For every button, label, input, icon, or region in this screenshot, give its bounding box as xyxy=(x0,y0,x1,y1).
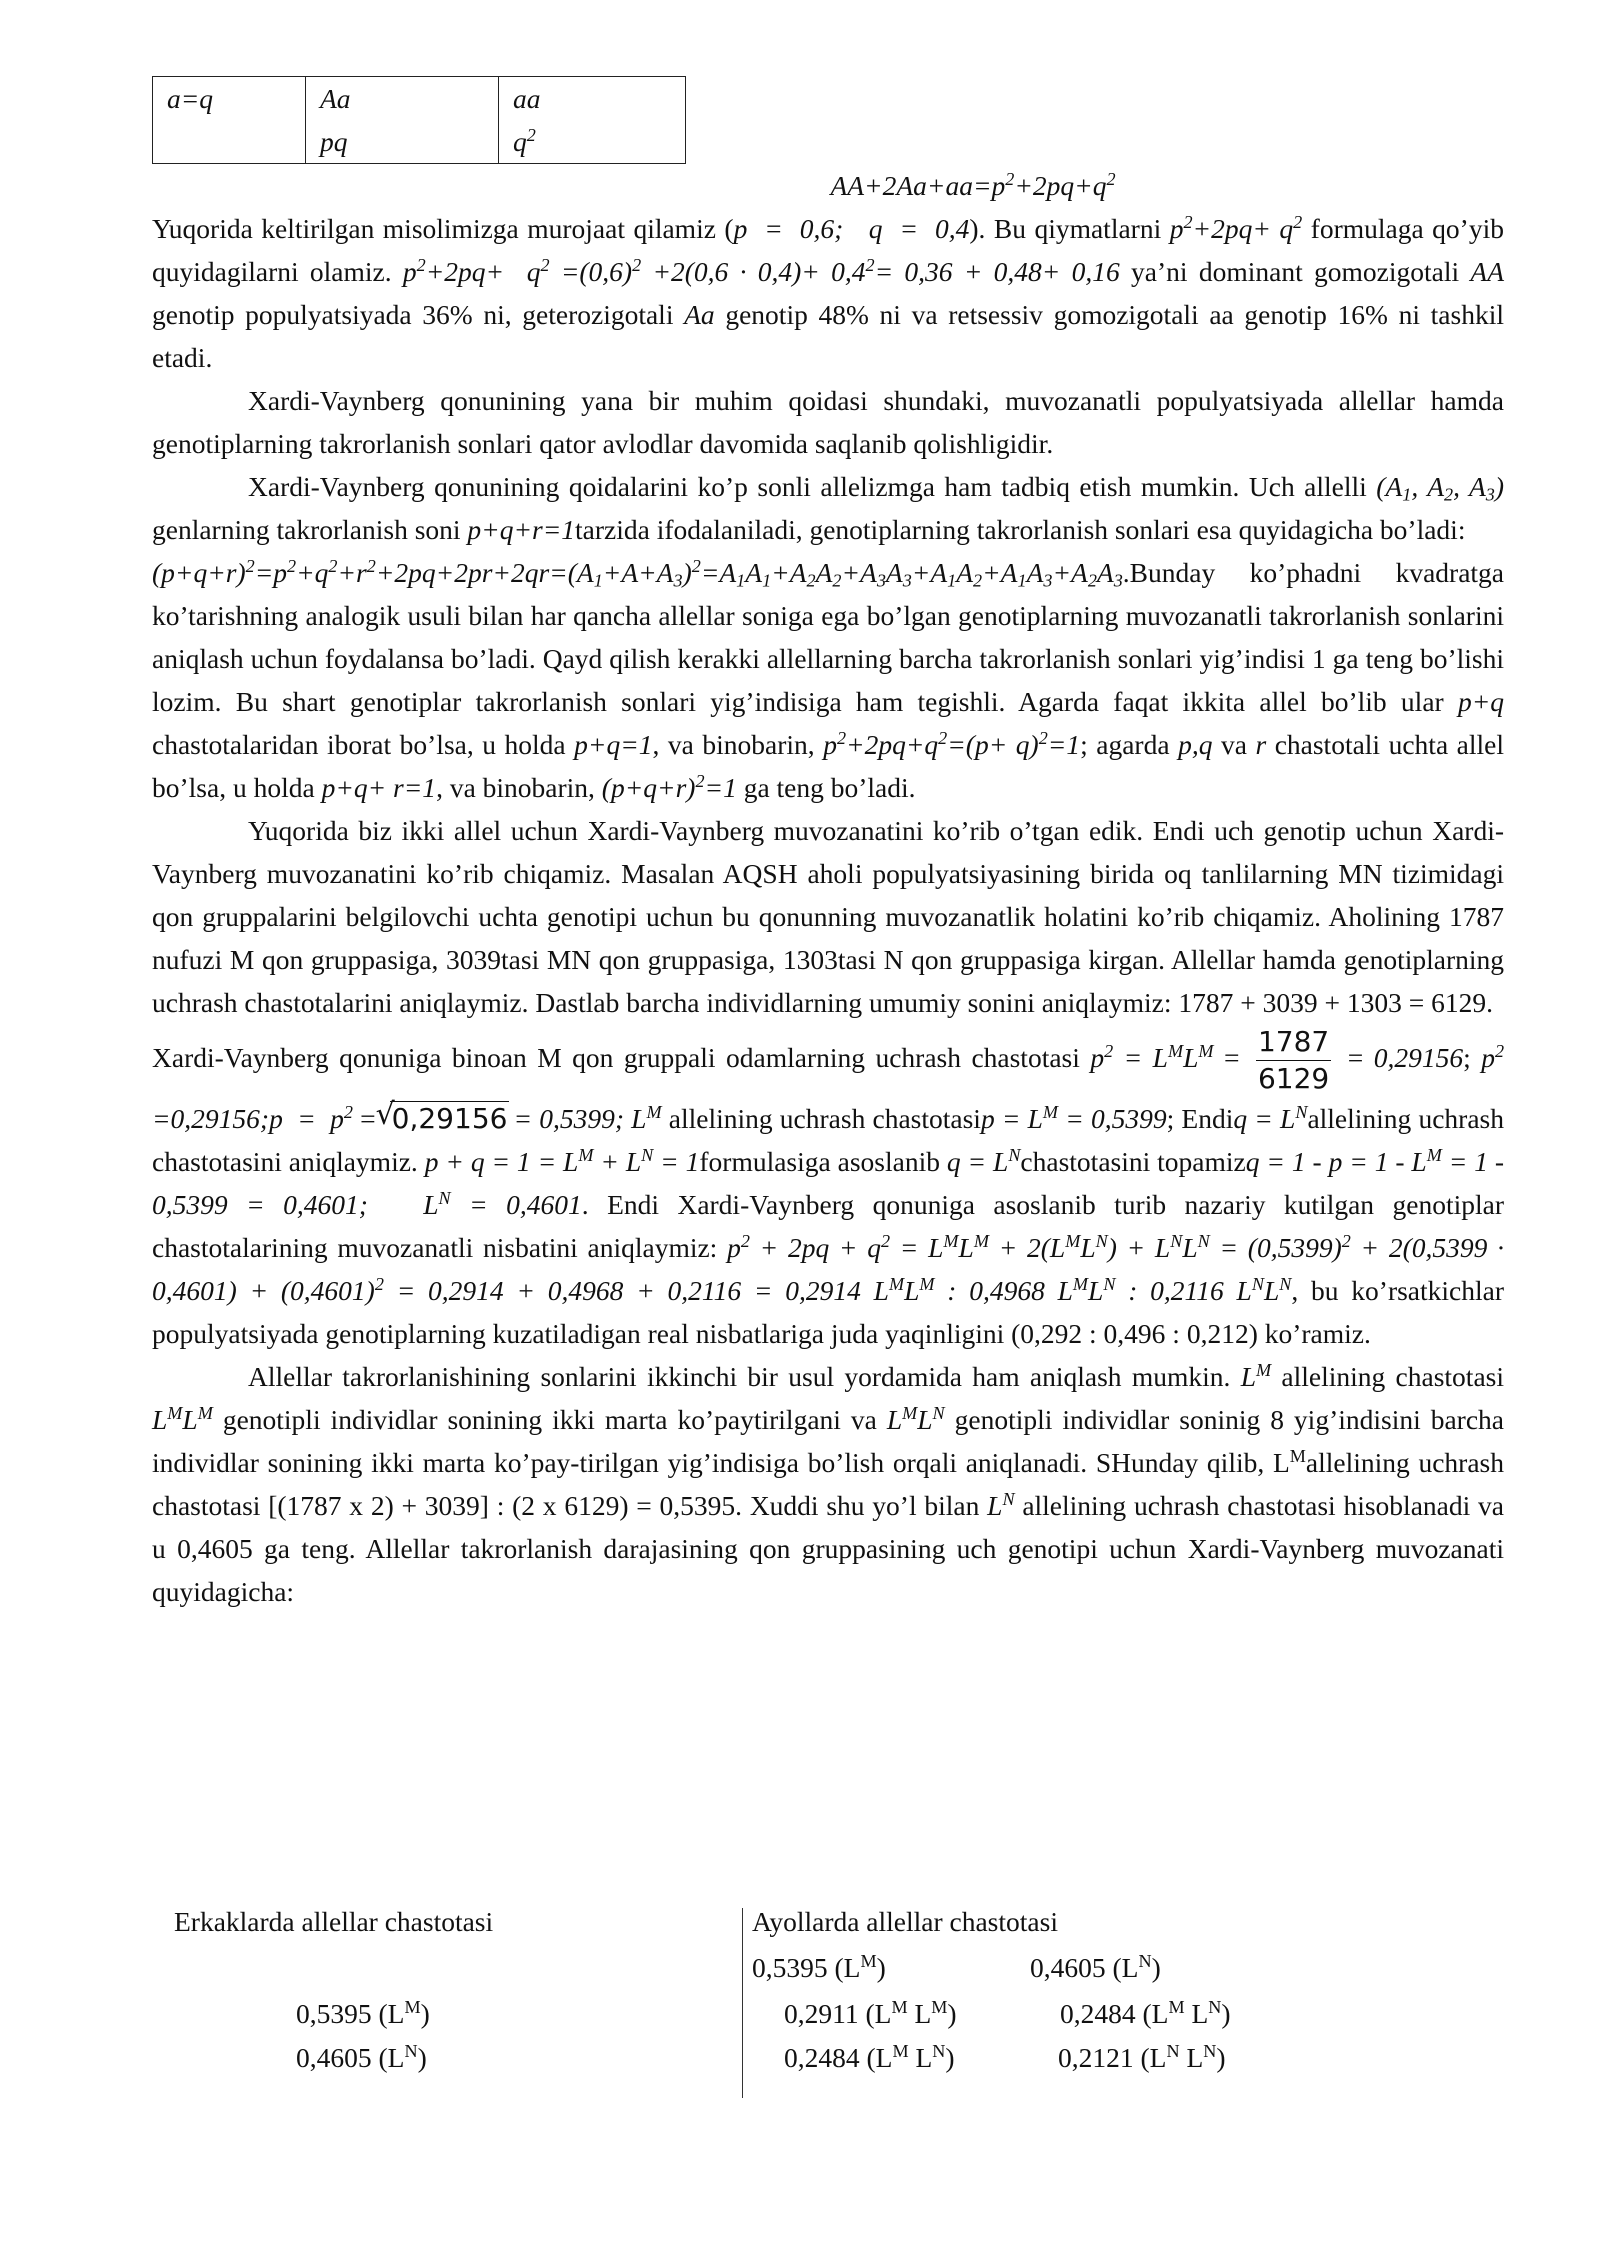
paragraph-4: Yuqorida biz ikki allel uchun Xardi-Vaynberg muvozanatini ko’rib o’tgan edik. Endi uch genotip uchun Xardi-Vaynberg muvozanatini ko’rib chiqamiz. Masalan AQSH aholi populyatsiyasining birida oq tanlilarning MN tizimidagi qon gruppalarini belgilovchi uchta genotipi uchun bu qonunning muvozanatlik holatini ko’rib chiqamiz. Aholining 1787 nufuzi M qon gruppasiga, 3039tasi MN qon gruppasiga, 1303tasi N qon gruppasiga kirgan. Allellar hamda genotiplarning uchrash chastotalarini aniqlaymiz. Dastlab barcha individlarning umumiy sonini aniqlaymiz: 1787 + 3039 + 1303 = 6129. xyxy=(152,815,1504,1018)
paragraph-5: Allellar takrorlanishining sonlarini ikkinchi bir usul yordamida ham aniqlash mumkin. $L^M$ allelining chastotasi $L^ML^M$ genotipli individlar sonining ikki marta ko’paytirilgani va $L^ML^N$ genotipli individlar soninig 8 yig’indisini barcha individlar sonining ikki marta ko’pay-tirilgan yig’indisiga bo’lish orqali aniqlanadi. SHunday qilib, $L^Mallelining$ uchrash chastotasi [(1787 x 2) + 3039] : (2 x 6129) = 0,5395. Xuddi shu yo’l bilan $L^N$ allelining uchrash chastotasi hisoblanadi va u 0,4605 ga teng. Allellar takrorlanish darajasining qon gruppasining uch genotipi uchun Xardi-Vaynberg muvozanati quyidagicha: xyxy=(152,1360,1505,1607)
male-value-lm: 0,5395 $(L^M)$ xyxy=(296,1997,430,2029)
cell-lmlm: 0,2911 ($L^M$ $L^M$) xyxy=(784,1997,957,2029)
table-cell: aa $q^2$ xyxy=(499,77,686,164)
cell-lmln: 0,2484 ($L^M$ $L^N$) xyxy=(1060,1997,1231,2029)
female-header-lm: 0,5395 $(L^M)$ xyxy=(752,1951,886,1983)
female-header-ln: 0,4605 $(L^N)$ xyxy=(1030,1951,1161,1983)
column-divider xyxy=(742,1908,743,2098)
paragraph-1: Yuqorida keltirilgan misolimizga murojaat qilamiz (p = 0,6; q = 0,4). Bu qiymatlarni $p^2+2pq+ q^2$ formulaga qo’yib quyidagilarni olamiz. $p^2+2pq+ q^2 =(0,6)^2 +2(0,6 \cdot 0,4)+ 0,4^2= 0,36 + 0,48+ 0,16$ ya’ni dominant gomozigotali AA genotip populyatsiyada 36% ni, geterozigotali Aa genotip 48% ni va retsessiv gomozigotali aa genotip 16% ni tashkil etadi. xyxy=(152,212,1505,373)
fraction: $\frac{1787}{6129}$ xyxy=(1257,1025,1330,1095)
female-column-title: Ayollarda allellar chastotasi xyxy=(752,1906,1058,1937)
cell-lnln: 0,2121 ($L^N$ $L^N$) xyxy=(1058,2041,1226,2073)
cell-lmln-2: 0,2484 ($L^M$ $L^N$) xyxy=(784,2041,955,2073)
male-value-ln: 0,4605 $(L^N)$ xyxy=(296,2041,427,2073)
paragraph-3: Xardi-Vaynberg qonunining qoidalarini ko’p sonli allelizmga ham tadbiq etish mumkin. Uch allelli ($A_1$, $A_2$, $A_3$) genlarning takrorlanish soni p+q+r=1tarzida ifodalaniladi, genotiplarning takrorlanish sonlari esa quyidagicha bo’ladi: $(p+q+r)^2=p^2+q^2+r^2+2pq+2pr+2qr=(A_1+A+A_3)^2=A_1A_1+A_2A_2+A_3A_3+A_1A_2+A_1A_3+A_2A_3.Bunday$ ko’phadni kvadratga ko’tarishning analogik usuli bilan har qancha allellar soniga ega bo’lgan genotiplarning muvozanatli takrorlanish sonlarini aniqlash uchun foydalansa bo’ladi. Qayd qilish kerakki allellarning barcha takrorlanish sonlari yig’indisi 1 ga teng bo’lishi lozim. Bu shart genotiplar takrorlanish sonlari yig’indisiga ham tegishli. Agarda faqat ikkita allel bo’lib ular p+q chastotalaridan iborat bo’lsa, u holda p+q=1, va binobarin, $p^2+2pq+q^2=(p+ q)^2=1$; agarda p,q va r chastotali uchta allel bo’lsa, u holda p+q+ r=1, va binobarin, $(p+q+r)^2=1$ ga teng bo’ladi. xyxy=(152,471,1505,803)
formula-main: $AA+2Aa+aa=p^2+2pq+q^2$ xyxy=(830,169,1116,201)
genotype-table xyxy=(152,76,686,164)
male-column-title: Erkaklarda allellar chastotasi xyxy=(174,1906,494,1937)
square-root: √ 0,29156 xyxy=(375,1097,508,1135)
paragraph-4-cont: Xardi-Vaynberg qonuniga binoan M qon gruppali odamlarning uchrash chastotasi $p^2 = L^ML^M$ = $\frac{1787}{6129}$ = 0,29156; $p^2$ =0,29156;p = $p^2$ = √ 0,29156 = 0,5399; $L^M$ allelining uchrash chastotasip = $L^M = 0,5399$; Endiq = $L^Nallelining$ uchrash chastotasini aniqlaymiz. $p + q = 1 = L^M + L^N$ = 1formulasiga asoslanib $q = L^Nchastotasini$ topamizq = $1 - p = 1 - L^M = 1 - 0,5399 = 0,4601$; $L^N = 0,4601$. Endi Xardi-Vaynberg qonuniga asoslanib turib nazariy kutilgan genotiplar chastotalarining muvozanatli nisbatini aniqlaymiz: $p^2 + 2pq + q^2 = L^ML^M + 2(L^ML^N) + L^NL^N = (0,5399)^2 + 2(0,5399 \cdot 0,4601) + (0,4601)^2 = 0,2914 + 0,4968 + 0,2116 = 0,2914$ $L^ML^M$ : 0,4968 $L^ML^N$ : 0,2116 $L^NL^N$, bu ko’rsatkichlar populyatsiyada genotiplarning kuzatiladigan real nisbatlariga juda yaqinligini (0,292 : 0,496 : 0,212) ko’ramiz. xyxy=(152,1025,1505,1349)
table-cell: a=q xyxy=(153,77,306,164)
table-cell: Aa pq xyxy=(306,77,499,164)
allele-frequency-table xyxy=(152,1900,1504,2100)
paragraph-2: Xardi-Vaynberg qonunining yana bir muhim qoidasi shundaki, muvozanatli populyatsiyada allellar hamda genotiplarning takrorlanish sonlari qator avlodlar davomida saqlanib qolishligidir. xyxy=(152,385,1504,459)
document-page xyxy=(152,76,1504,1613)
